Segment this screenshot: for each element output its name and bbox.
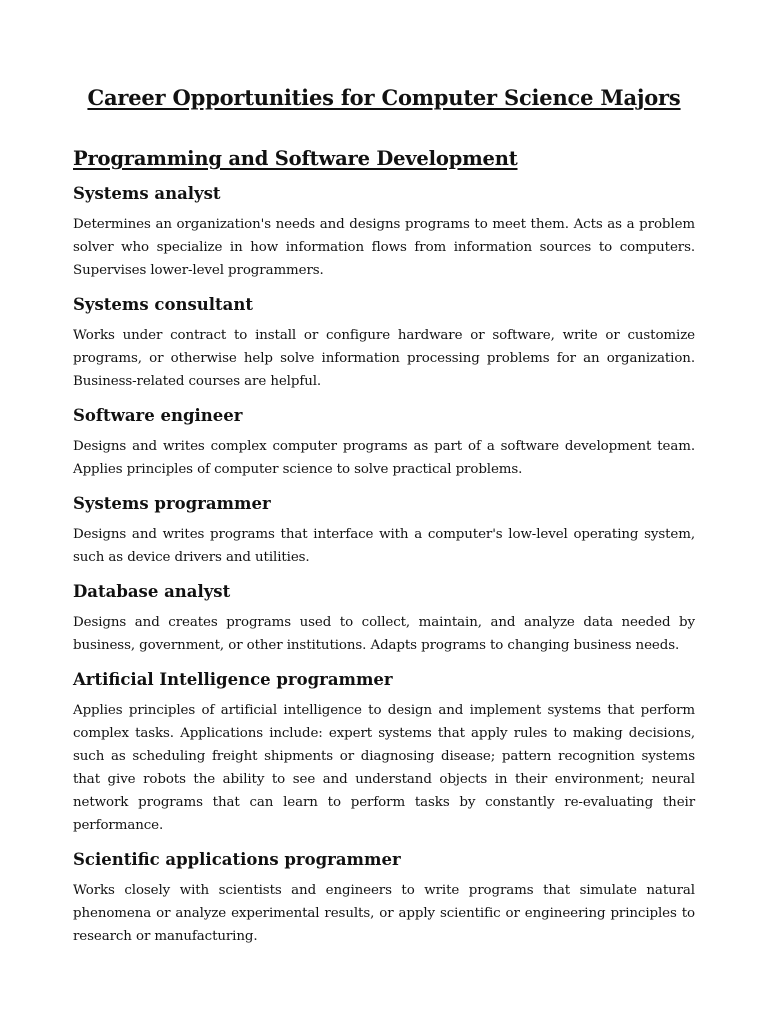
job-title: Software engineer xyxy=(73,406,243,425)
job-entry-software-engineer xyxy=(73,405,695,481)
job-title: Systems consultant xyxy=(73,295,253,314)
job-description: Designs and writes programs that interface with a computer's low-level operating system, such as device drivers and utilities. xyxy=(73,527,695,565)
job-title: Artificial Intelligence programmer xyxy=(73,670,393,689)
section-title: Programming and Software Development xyxy=(73,147,518,170)
job-entry-database-analyst xyxy=(73,581,695,657)
job-entry-systems-programmer xyxy=(73,493,695,569)
job-description: Determines an organization's needs and designs programs to meet them. Acts as a problem solver who specialize in how information flows from information sources to computers. Supervises lower-level programmers. xyxy=(73,217,695,278)
job-entry-ai-programmer xyxy=(73,669,695,837)
job-description: Applies principles of artificial intelligence to design and implement systems that perform complex tasks. Applications include: expert systems that apply rules to making decisions, such as scheduling freight shipments or diagnosing disease; pattern recognition systems that give robots the ability to see and understand objects in their environment; neural network programs that can learn to perform tasks by constantly re-evaluating their performance. xyxy=(73,703,695,833)
job-title: Systems programmer xyxy=(73,494,271,513)
job-title: Scientific applications programmer xyxy=(73,850,401,869)
job-description: Works closely with scientists and engineers to write programs that simulate natural phenomena or analyze experimental results, or apply scientific or engineering principles to research or manufacturing. xyxy=(73,883,695,944)
job-entry-scientific-applications-programmer xyxy=(73,849,695,948)
job-title: Database analyst xyxy=(73,582,231,601)
job-entry-systems-consultant xyxy=(73,294,695,393)
document-title: Career Opportunities for Computer Science Majors xyxy=(87,85,681,110)
job-description: Designs and creates programs used to collect, maintain, and analyze data needed by business, government, or other institutions. Adapts programs to changing business needs. xyxy=(73,615,695,653)
job-entry-systems-analyst xyxy=(73,183,695,282)
job-description: Designs and writes complex computer programs as part of a software development team. Applies principles of computer science to solve practical problems. xyxy=(73,439,695,477)
job-description: Works under contract to install or configure hardware or software, write or customize programs, or otherwise help solve information processing problems for an organization. Business-related courses are helpful. xyxy=(73,328,695,389)
job-title: Systems analyst xyxy=(73,184,221,203)
